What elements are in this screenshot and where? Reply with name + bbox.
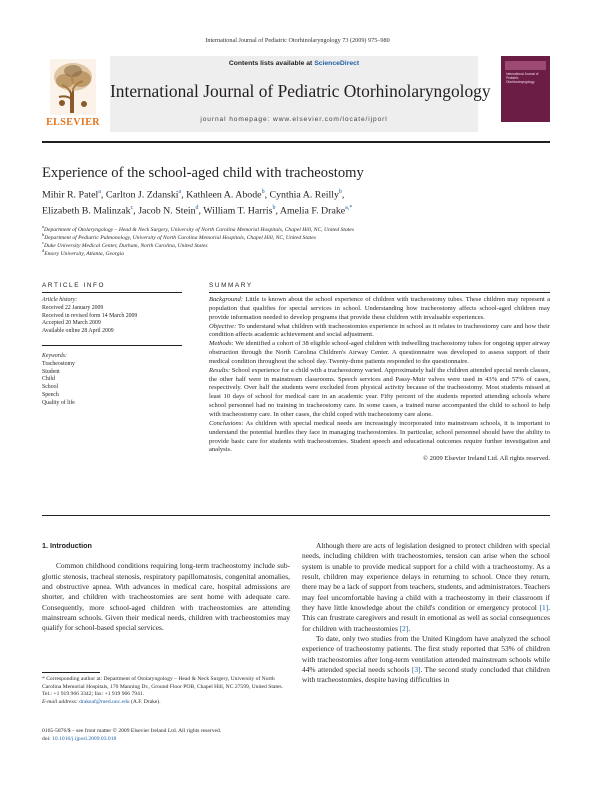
history-item: Received in revised form 14 March 2009 (42, 312, 138, 319)
abstract-text: We identified a cohort of 38 eligible school-aged children with indwelling tracheostomy tubes for ongoing upper airway obstruction through the North Carolina Children's Airway Center. A questionnaire was developed to assess support of their medical condition throughout the school day. Twenty-three patients responded to the questionnaire. (209, 340, 550, 365)
masthead (110, 56, 491, 132)
email-link[interactable]: drakeaf@med.unc.edu (79, 699, 130, 706)
abstract-label: Methods: (209, 340, 234, 348)
author-separator: , (198, 205, 204, 217)
elsevier-logo (42, 59, 104, 131)
author-name: William T. Harris (203, 205, 273, 217)
author-name: Cynthia A. Reilly (269, 189, 339, 201)
keywords (42, 353, 182, 408)
footnote-email-line (42, 699, 294, 707)
paragraph-text: . This can frustrate caregivers and result in emotional as well as social consequences for children with tracheostomies (302, 603, 550, 633)
section-heading: 1. Introduction (42, 541, 92, 550)
abstract-results (209, 367, 550, 420)
body-paragraph (302, 634, 550, 686)
running-head: International Journal of Pediatric Otorhinolaryngology 73 (2009) 975–980 (205, 37, 390, 44)
issn-line: 0165-5876/$ – see front matter © 2009 Elsevier Ireland Ltd. All rights reserved. (42, 728, 222, 734)
abstract-label: Objective: (209, 322, 237, 330)
author-separator: , (181, 189, 187, 201)
abstract-label: Conclusions: (209, 419, 244, 427)
article-history (42, 297, 182, 336)
author-affiliation-mark[interactable]: a (98, 189, 101, 195)
history-label: Article history: (42, 297, 78, 303)
author-affiliation-mark[interactable]: b (272, 204, 276, 211)
citation-link[interactable]: [3] (411, 665, 421, 675)
author-name: Jacob N. Stein (138, 205, 196, 217)
author-name: Elizabeth B. Malinzak (42, 205, 131, 217)
contents-line (110, 60, 478, 67)
summary-rule (209, 292, 550, 293)
abstract-text: School experience for a child with a tracheostomy varied. Approximately half the children attended special needs classes, the other half were in mainstream classrooms. Speech services and Passy-Muir valves were used in 43% and 57% of cases, respectively. Over half the students were excluded from physical activity because of the tracheostomy. Most students missed at least 10 days of school for medical care in an academic year. Fifty percent of the students reported attending schools where school personnel had no training in tracheostomy care. In some cases, a trained nurse accompanied the child to school to help with tracheostomy care. In other cases, the child coped with tracheostomy care alone. (209, 366, 550, 418)
history-rule (42, 345, 182, 346)
keywords-label: Keywords: (42, 353, 67, 359)
body-column-left (42, 541, 290, 634)
author-affiliation-mark[interactable]: c (130, 204, 134, 211)
corresponding-author-footnote (42, 676, 294, 707)
abstract-text: As children with special medical needs are increasingly incorporated into mainstream schools, it is important to understand the potential hurdles they face in managing tracheostomies. In particular, school personnel should have the ability to provide basic care for students with tracheostomies. Student speech and educational outcomes require further investigation and analysis. (209, 419, 550, 454)
contents-prefix: Contents lists available at (228, 60, 315, 67)
author-separator: , (264, 189, 270, 201)
author-name: Mihir R. Patel (42, 189, 99, 201)
cover-band (505, 61, 546, 70)
doi-line (42, 736, 302, 744)
affiliation-d (42, 248, 124, 257)
email-label: E-mail address: (42, 699, 78, 706)
keyword-item: Speech (42, 391, 59, 398)
affiliation-text: Department of Pediatric Pulmonology, University of North Carolina Memorial Hospitals, Chapel Hill, NC, United States (44, 234, 316, 241)
keyword-item: Child (42, 376, 55, 383)
body-paragraph: Common childhood conditions requiring long-term tracheostomy include sub-glottic stenosis, tracheal stenosis, respiratory papillomatosis, congenital anomalies, and obstructive apnea. With advances in medical care, hospital admissions are shorter, and children with tracheostomies are sent home with adequate care. Consequently, more school-aged children with tracheostomies are attending mainstream schools. Given their medical needs, children with tracheostomies may qualify for school-based special services. (42, 561, 290, 633)
issn-doi-block (42, 728, 302, 743)
abstract-methods (209, 340, 550, 367)
author-separator: , (275, 205, 280, 217)
keyword-item: Tracheostomy (42, 360, 75, 367)
citation-link[interactable]: [2] (399, 623, 409, 633)
journal-cover-thumbnail (501, 56, 550, 122)
body-paragraph (302, 541, 550, 634)
email-suffix: (A.F. Drake). (129, 699, 161, 706)
article-title: Experience of the school-aged child with tracheostomy (42, 165, 364, 181)
author-affiliation-mark[interactable]: b (338, 189, 342, 195)
abstract-label: Background: (209, 296, 243, 303)
doi-link[interactable]: 10.1016/j.ijporl.2009.03.018 (52, 735, 117, 742)
journal-homepage (110, 116, 478, 123)
author-separator: , (100, 189, 106, 201)
sciencedirect-link[interactable]: ScienceDirect (314, 60, 360, 67)
cover-title: International Journal of Pediatric Otorhinolaryngology (506, 72, 539, 84)
affiliation-text: Department of Otolaryngology – Head & Neck Surgery, University of North Carolina Memorial Hospitals, Chapel Hill, NC, United States (43, 226, 354, 233)
abstract-text: Little is known about the school experience of children with tracheostomy tubes. These children may represent a population that qualifies for special services in school. Understanding how tracheostomy affects school-aged children may provide information needed to develop programs that provide these children with invaluable experiences. (209, 296, 550, 321)
affiliation-mark: a (42, 224, 44, 229)
body-column-right (302, 541, 550, 686)
citation-link[interactable]: [1] (539, 603, 549, 613)
author-name: Kathleen A. Abode (186, 189, 262, 201)
body-separator-rule (42, 515, 550, 516)
affiliation-text: Emory University, Atlanta, Georgia (44, 250, 124, 257)
history-item: Accepted 20 March 2009 (42, 320, 101, 327)
author-affiliation-mark[interactable]: b (261, 189, 265, 195)
doi-prefix: doi: (42, 735, 51, 742)
affiliation-mark: b (42, 232, 45, 237)
history-item: Received 22 January 2009 (42, 304, 104, 311)
keyword-item: Student (42, 368, 60, 375)
paragraph-text: To date, only two studies from the United Kingdom have analyzed the school experience of tracheostomy patients. The first study reported that 53% of children with tracheostomies after long-term ventilation attended mainstream schools while 44% attended special needs schools (302, 634, 550, 675)
author-name: Carlton J. Zdanski (105, 189, 179, 201)
elsevier-tree-icon (50, 59, 96, 115)
author-separator: , (133, 205, 139, 217)
abstract-objective (209, 323, 550, 341)
copyright-line: © 2009 Elsevier Ireland Ltd. All rights reserved. (423, 455, 550, 463)
abstract-background (209, 296, 550, 323)
abstract (209, 296, 550, 464)
footnote-rule (42, 672, 100, 673)
paragraph-text: . (408, 623, 411, 633)
homepage-url[interactable]: www.elsevier.com/locate/ijporl (273, 116, 388, 123)
paragraph-text: Although there are acts of legislation designed to protect children with special needs, including children with tracheostomies, tension can arise when the school system is unable to provide medical support for a child with a tracheostomy. As a result, children may experience delays in returning to school. Once they return, there may be a lack of support from teachers, students, and administrators. Teachers may feel uncomfortable having a child with a tracheostomy in their classroom if they have little knowledge about the child's condition or emergency protocol (302, 541, 550, 613)
article-info-heading: ARTICLE INFO (42, 282, 106, 289)
homepage-label: journal homepage: (200, 116, 274, 123)
author-affiliation-mark[interactable]: a (178, 189, 182, 195)
publisher-name: ELSEVIER (46, 117, 100, 128)
keyword-item: School (42, 384, 59, 391)
author-affiliation-mark[interactable]: d (195, 204, 199, 211)
journal-title: International Journal of Pediatric Otorhinolaryngology (110, 81, 491, 101)
authors-line-1 (42, 186, 552, 202)
affiliation-text: Duke University Medical Center, Durham, North Carolina, United States (43, 242, 208, 249)
keyword-item: Quality of life (42, 399, 75, 406)
summary-heading: SUMMARY (209, 282, 253, 289)
abstract-conclusions (209, 420, 550, 455)
abstract-text: To understand what children with tracheostomies experience in school as it relates to tracheostomy care and how their condition affects academic achievement and social adjustment. (209, 322, 550, 339)
masthead-rule (42, 141, 550, 143)
journal-banner (42, 56, 550, 132)
abstract-label: Results: (209, 366, 231, 374)
author-name: Amelia F. Drake (279, 205, 346, 217)
affiliation-mark: c (42, 240, 44, 245)
affiliation-mark: d (42, 248, 45, 253)
footnote-text: * Corresponding author at: Department of Otolaryngology – Head & Neck Surgery, University of North Carolina Memorial Hospitals, 170 Manning Dr., Ground Floor POB, Chapel Hill, NC 27599, United States. Tel.: +1 919 966 3342; fax: +1 919 966 7941. (42, 676, 283, 698)
paragraph-text: . The second study concluded that children with tracheostomies, despite having difficulties in (302, 665, 550, 685)
article-info-rule (42, 292, 182, 293)
author-affiliation-mark[interactable]: a,* (345, 204, 353, 211)
author-list (42, 186, 552, 218)
authors-line-2 (42, 202, 552, 218)
history-item: Available online 28 April 2009 (42, 328, 114, 335)
author-separator: , (341, 189, 345, 201)
